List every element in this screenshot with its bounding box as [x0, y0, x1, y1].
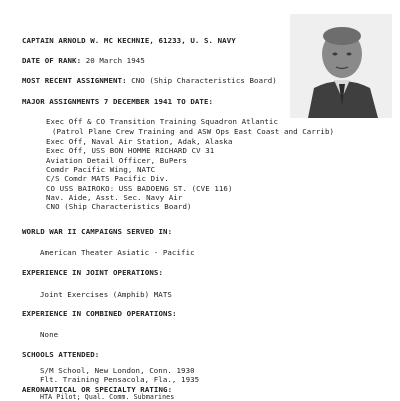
- assignment-item: CO USS BAIROKO: USS BADOENG ST. (CVE 116): [46, 184, 233, 193]
- date-of-rank-value: 20 March 1945: [85, 56, 145, 65]
- portrait-photo: [290, 14, 392, 118]
- aero-rating-heading: AERONAUTICAL OR SPECIALTY RATING:: [22, 385, 173, 394]
- recent-assignment-value: CNO (Ship Characteristics Board): [131, 76, 277, 85]
- school-item: S/M School, New London, Conn. 1930: [40, 366, 195, 375]
- assignment-item: Comdr Pacific Wing, NATC: [46, 165, 156, 174]
- date-of-rank-row: [22, 56, 145, 65]
- date-of-rank-label: DATE OF RANK:: [22, 56, 82, 65]
- portrait-figure: [290, 14, 392, 118]
- assignment-item: Exec Off, Naval Air Station, Adak, Alaska: [46, 137, 233, 146]
- assignment-item: Nav. Aide, Asst. Sec. Navy Air: [46, 193, 183, 202]
- school-item: Flt. Training Pensacola, Fla., 1935: [40, 375, 200, 384]
- recent-assignment-label: MOST RECENT ASSIGNMENT:: [22, 76, 127, 85]
- assignment-item: Exec Off, USS BON HOMME RICHARD CV 31: [46, 146, 215, 155]
- combined-ops-heading: EXPERIENCE IN COMBINED OPERATIONS:: [22, 309, 177, 318]
- major-assignments-heading: MAJOR ASSIGNMENTS 7 DECEMBER 1941 TO DATE:: [22, 97, 214, 106]
- schools-heading: SCHOOLS ATTENDED:: [22, 350, 100, 359]
- assignment-item: Aviation Detail Officer, BuPers: [46, 156, 188, 165]
- joint-ops-heading: EXPERIENCE IN JOINT OPERATIONS:: [22, 268, 164, 277]
- ww2-heading: WORLD WAR II CAMPAIGNS SERVED IN:: [22, 227, 173, 236]
- joint-ops-value: Joint Exercises (Amphib) MATS: [40, 290, 172, 299]
- ww2-value: American Theater Asiatic - Pacific: [40, 248, 195, 257]
- assignment-item: Exec Off & CO Transition Training Squadron Atlantic: [46, 117, 279, 126]
- assignment-item: C/S Comdr MATS Pacific Div.: [46, 174, 169, 183]
- recent-assignment-row: [22, 76, 277, 85]
- aero-rating-value: HTA Pilot; Qual. Comm. Submarines: [40, 393, 175, 401]
- assignment-item: (Patrol Plane Crew Training and ASW Ops East Coast and Carrib): [52, 127, 335, 136]
- assignment-item: CNO (Ship Characteristics Board): [46, 202, 192, 211]
- name-line: CAPTAIN ARNOLD W. MC KECHNIE, 61233, U. S. NAVY: [22, 36, 236, 45]
- combined-ops-value: None: [40, 330, 59, 339]
